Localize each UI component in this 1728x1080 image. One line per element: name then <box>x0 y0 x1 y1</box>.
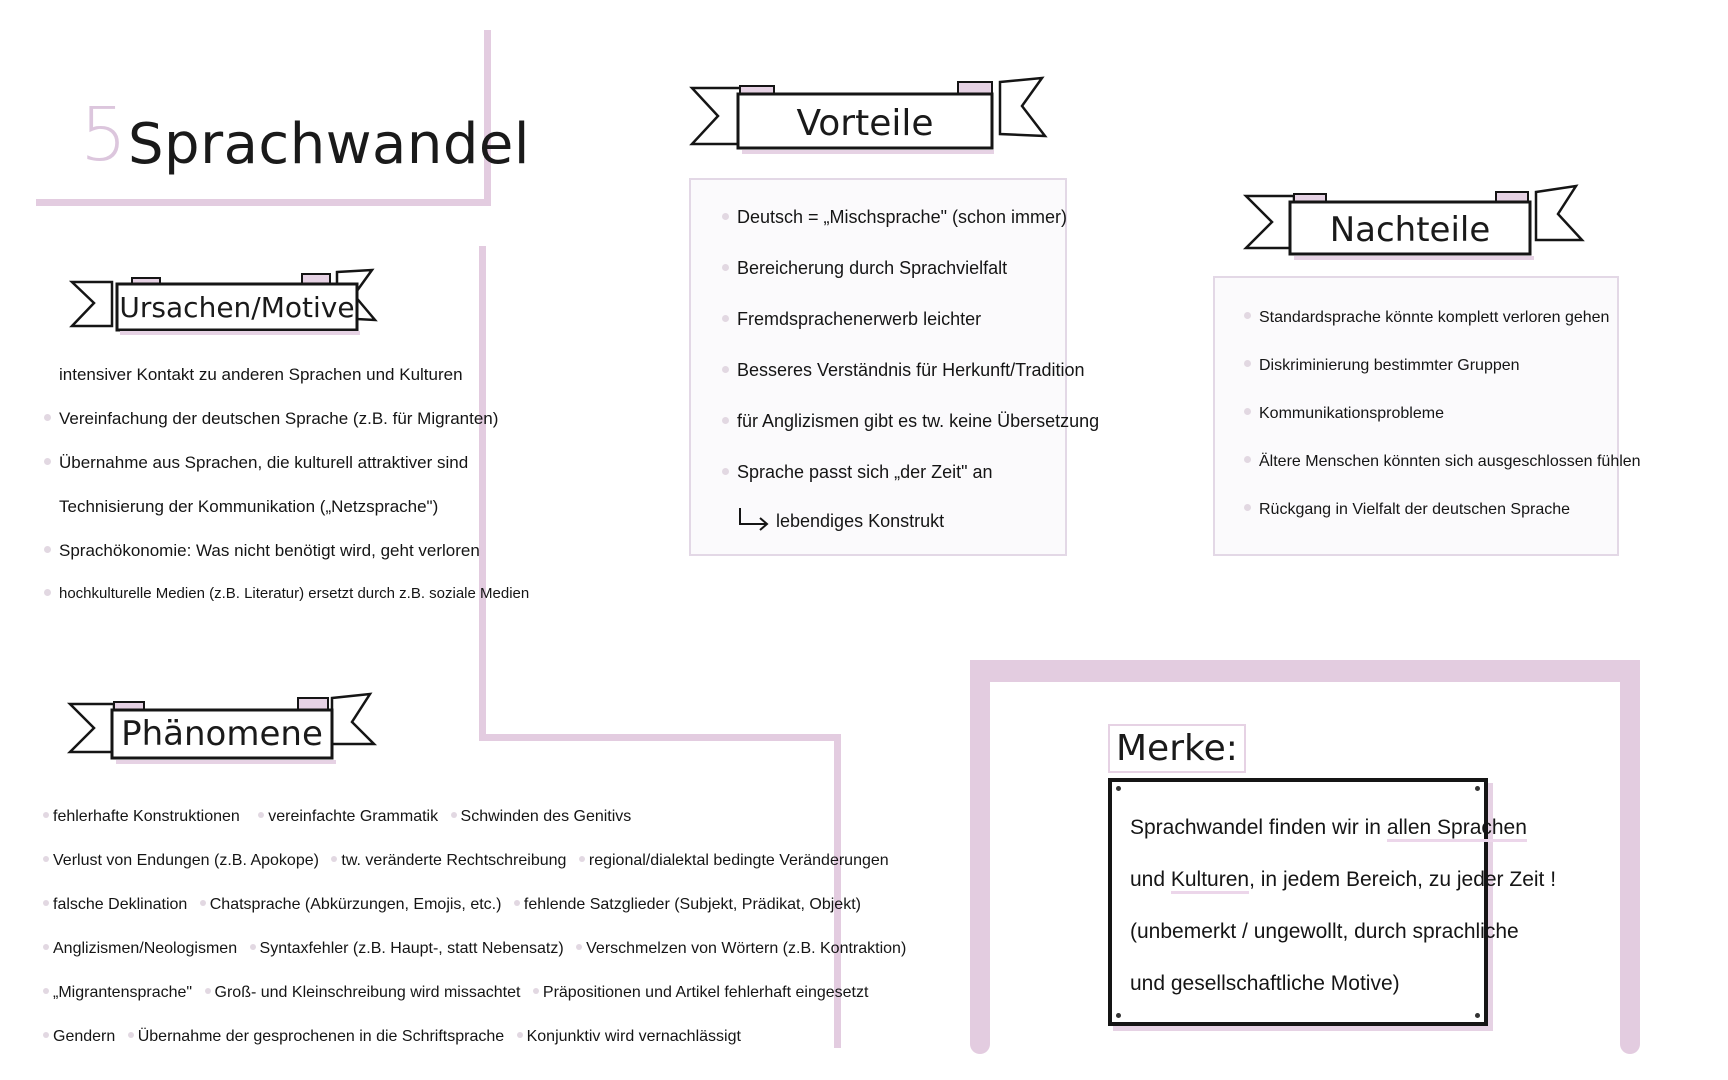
merke-line: und gesellschaftliche Motive) <box>1130 972 1400 995</box>
bullet-icon <box>43 900 49 906</box>
bullet-icon <box>576 944 582 950</box>
merke-frame-right <box>1620 660 1640 1054</box>
list-item: Sprachökonomie: Was nicht benötigt wird, geht verloren <box>44 541 529 585</box>
list-item: Gendern <box>53 1028 116 1045</box>
bullet-icon <box>331 856 337 862</box>
phaenomene-row <box>43 852 889 870</box>
page-title: Sprachwandel <box>128 112 530 177</box>
bullet-icon <box>1244 312 1251 319</box>
bullet-icon <box>200 900 206 906</box>
phaenomene-row <box>43 1028 741 1046</box>
bullet-icon <box>722 315 729 322</box>
list-item: lebendiges Konstrukt <box>722 506 1099 536</box>
section-number: 5 <box>80 92 128 178</box>
list-item: Fremdsprachenerwerb leichter <box>722 309 1099 360</box>
pin-icon <box>1116 786 1121 791</box>
list-item: Technisierung der Kommunikation („Netzsprache") <box>59 497 439 516</box>
list-item: Diskriminierung bestimmter Gruppen <box>1244 357 1641 405</box>
ursachen-list <box>44 365 529 629</box>
list-item: Verschmelzen von Wörtern (z.B. Kontraktion) <box>586 940 907 957</box>
list-item: Rückgang in Vielfalt der deutschen Sprache <box>1244 501 1641 549</box>
list-item: fehlerhafte Konstruktionen <box>53 808 240 825</box>
bullet-icon <box>451 812 457 818</box>
bullet-icon <box>44 458 51 465</box>
list-item: Deutsch = „Mischsprache" (schon immer) <box>722 207 1099 258</box>
heading-phaenomene: Phänomene <box>121 714 323 754</box>
list-item: Ältere Menschen könnten sich ausgeschlossen fühlen <box>1244 453 1641 501</box>
bullet-icon <box>722 264 729 271</box>
bullet-icon <box>44 414 51 421</box>
list-item: falsche Deklination <box>53 896 188 913</box>
list-item: Bereicherung durch Sprachvielfalt <box>722 258 1099 309</box>
bullet-icon <box>1244 360 1251 367</box>
bullet-icon <box>722 213 729 220</box>
bullet-icon <box>43 856 49 862</box>
list-item: Vereinfachung der deutschen Sprache (z.B. für Migranten) <box>44 409 529 453</box>
merke-line: (unbemerkt / ungewollt, durch sprachliche <box>1130 920 1519 943</box>
list-item: Kommunikationsprobleme <box>1244 405 1641 453</box>
bullet-icon <box>533 988 539 994</box>
bullet-icon <box>44 546 51 553</box>
bullet-icon <box>722 417 729 424</box>
merke-line: und Kulturen, in jedem Bereich, zu jeder Zeit ! <box>1130 868 1556 892</box>
list-item: tw. veränderte Rechtschreibung <box>341 852 567 869</box>
list-item: Standardsprache könnte komplett verloren gehen <box>1244 309 1641 357</box>
banner-ursachen <box>72 270 382 340</box>
bullet-icon <box>43 1032 49 1038</box>
list-item: Konjunktiv wird vernachlässigt <box>526 1028 741 1045</box>
merke-frame-left <box>970 660 990 1054</box>
bullet-icon <box>514 900 520 906</box>
pin-icon <box>1116 1013 1121 1018</box>
bullet-icon <box>43 944 49 950</box>
list-item: regional/dialektal bedingte Veränderungen <box>588 852 889 869</box>
list-item: Besseres Verständnis für Herkunft/Tradition <box>722 360 1099 411</box>
heading-nachteile: Nachteile <box>1329 210 1491 250</box>
bullet-icon <box>722 366 729 373</box>
list-item: Präpositionen und Artikel fehlerhaft eingesetzt <box>542 984 869 1001</box>
merke-label: Merke: <box>1116 728 1238 769</box>
bullet-icon <box>44 589 51 596</box>
bullet-icon <box>258 812 264 818</box>
list-item: Syntaxfehler (z.B. Haupt-, statt Nebensatz) <box>259 940 564 957</box>
vorteile-list <box>722 207 1099 536</box>
arrow-turn-right-icon <box>736 506 776 532</box>
list-item: intensiver Kontakt zu anderen Sprachen und Kulturen <box>59 365 463 384</box>
bullet-icon <box>205 988 211 994</box>
list-item: Übernahme aus Sprachen, die kulturell attraktiver sind <box>44 453 529 497</box>
merke-label-box <box>1108 724 1246 773</box>
list-item: fehlende Satzglieder (Subjekt, Prädikat, Objekt) <box>523 896 861 913</box>
phaenomene-row <box>43 984 868 1002</box>
banner-phaenomene <box>70 694 380 770</box>
list-item: Chatsprache (Abkürzungen, Emojis, etc.) <box>209 896 502 913</box>
bullet-icon <box>1244 456 1251 463</box>
bullet-icon <box>517 1032 523 1038</box>
list-item: Groß- und Kleinschreibung wird missachtet <box>214 984 521 1001</box>
list-item: hochkulturelle Medien (z.B. Literatur) ersetzt durch z.B. soziale Medien <box>44 585 529 629</box>
bullet-icon <box>722 468 729 475</box>
bullet-icon <box>128 1032 134 1038</box>
list-item: Übernahme der gesprochenen in die Schriftsprache <box>137 1028 505 1045</box>
phaenomene-row <box>43 940 906 958</box>
list-item: Sprache passt sich „der Zeit" an <box>722 462 1099 506</box>
bullet-icon <box>1244 504 1251 511</box>
list-item: vereinfachte Grammatik <box>268 808 439 825</box>
banner-nachteile <box>1246 186 1586 266</box>
merke-frame-top <box>970 660 1640 682</box>
nachteile-list <box>1244 309 1641 549</box>
merke-box <box>1108 778 1557 1026</box>
list-item: Anglizismen/Neologismen <box>53 940 238 957</box>
list-item: Schwinden des Genitivs <box>460 808 632 825</box>
heading-ursachen: Ursachen/Motive <box>119 290 355 324</box>
list-item: für Anglizismen gibt es tw. keine Übersetzung <box>722 411 1099 462</box>
list-item: Verlust von Endungen (z.B. Apokope) <box>53 852 319 869</box>
banner-vorteile <box>692 78 1052 158</box>
divider-horizontal <box>479 734 840 741</box>
pin-icon <box>1475 786 1480 791</box>
bullet-icon <box>43 988 49 994</box>
pin-icon <box>1475 1013 1480 1018</box>
phaenomene-row <box>43 808 631 826</box>
phaenomene-row <box>43 896 861 914</box>
heading-vorteile: Vorteile <box>796 102 934 144</box>
merke-line: Sprachwandel finden wir in allen Sprachen <box>1130 816 1527 840</box>
bullet-icon <box>250 944 256 950</box>
list-item: „Migrantensprache" <box>53 984 193 1001</box>
bullet-icon <box>1244 408 1251 415</box>
bullet-icon <box>43 812 49 818</box>
bullet-icon <box>579 856 585 862</box>
title-frame-bottom <box>36 199 490 206</box>
